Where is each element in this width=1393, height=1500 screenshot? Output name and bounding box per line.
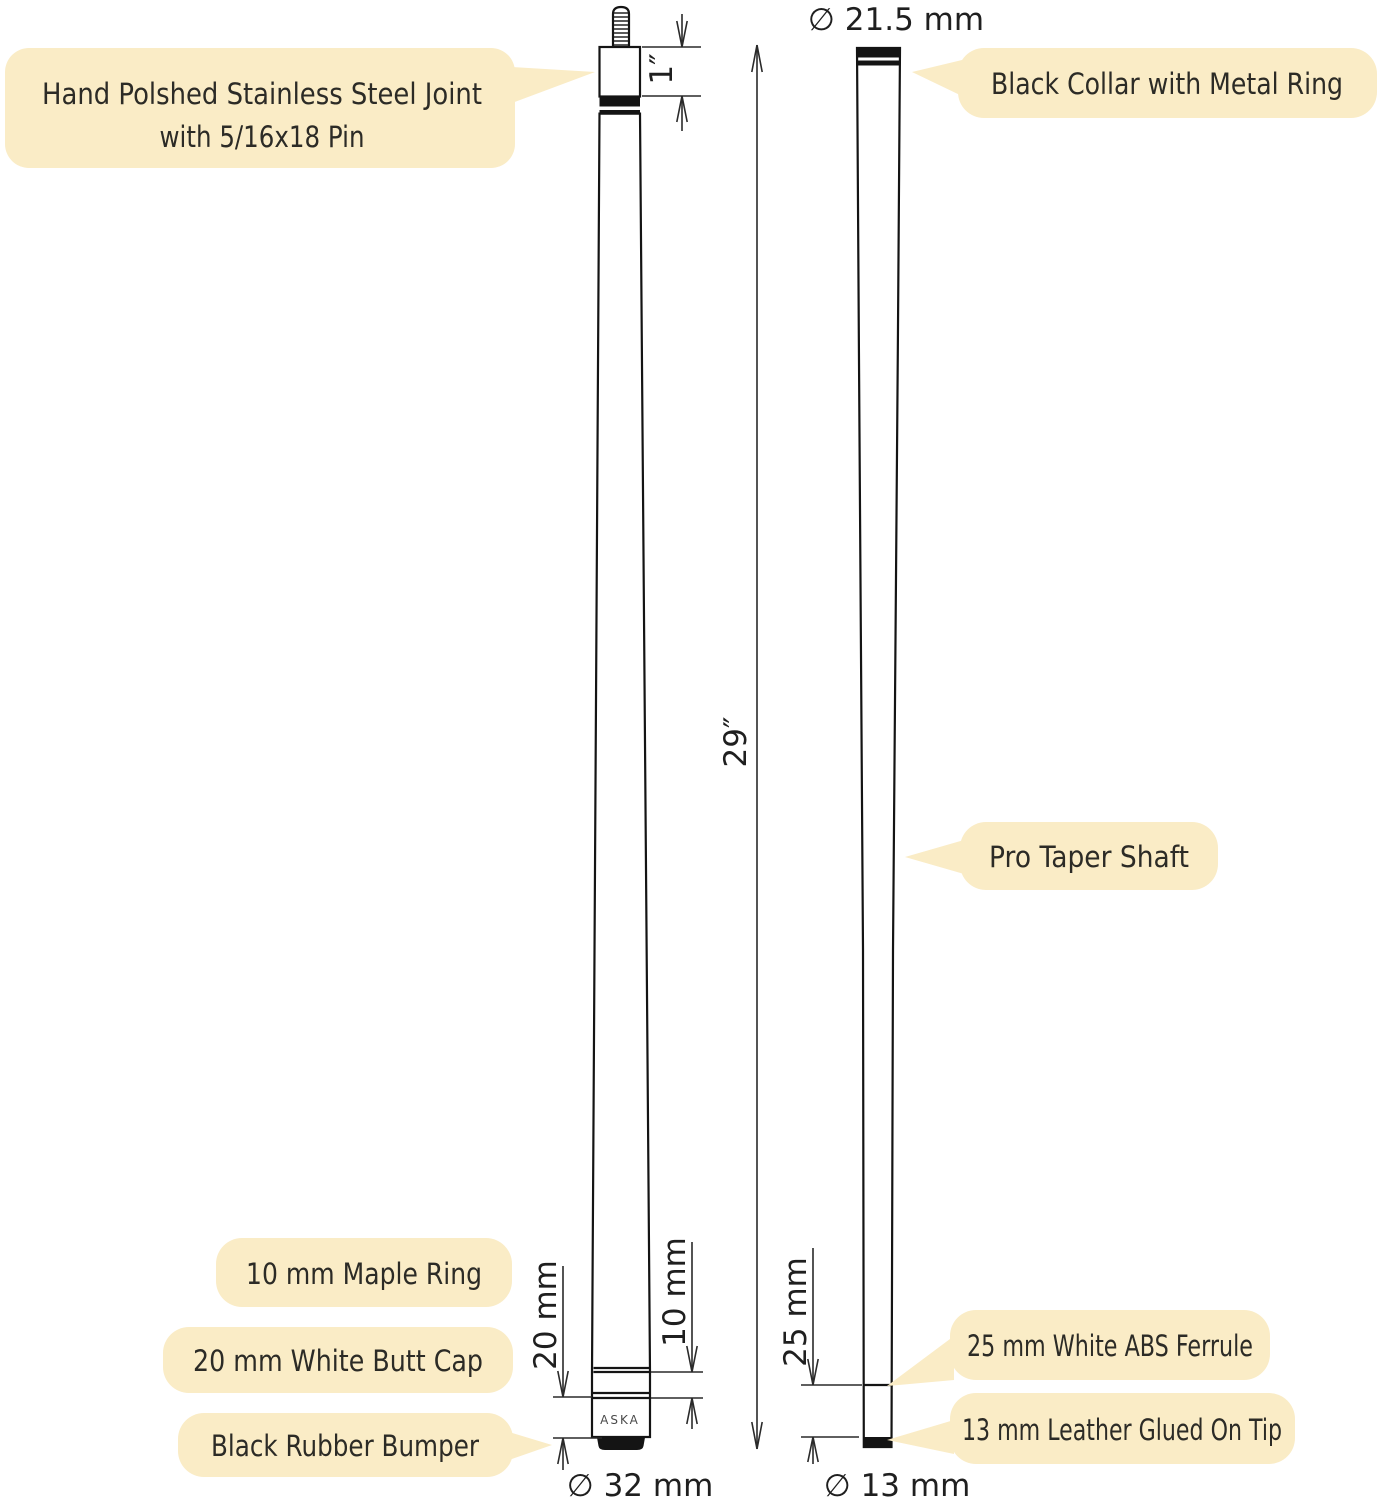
dim-shaft-length-label: 29″ [718,716,754,768]
dim-tip-diameter-label: ∅ 13 mm [823,1468,971,1500]
shaft-metal-ring-line [857,61,899,66]
callout-bumper-label: Black Rubber Bumper [211,1429,480,1463]
dim-ferrule [778,1248,862,1464]
butt-cap-brand: ASKA [600,1413,640,1427]
dim-maple-ring-label: 10 mm [657,1237,693,1347]
callout-collar-label: Black Collar with Metal Ring [991,67,1343,101]
callout-pro-taper-shaft-label: Pro Taper Shaft [989,840,1189,874]
dim-shaft-joint-diameter-label: ∅ 21.5 mm [807,2,985,38]
dim-butt-diameter-label: ∅ 32 mm [566,1468,714,1500]
callout-joint [5,48,595,168]
shaft-body [857,48,900,1447]
dim-shaft-length [718,45,762,1449]
callout-joint-label-line2: with 5/16x18 Pin [159,120,365,154]
dim-joint-length [642,14,701,131]
callout-joint-tail [512,67,595,103]
stainless-joint [600,47,641,97]
cue-shaft [857,48,900,1447]
leather-tip [865,1437,892,1447]
dim-ferrule-label: 25 mm [778,1257,814,1367]
callout-tip-tail [887,1420,954,1454]
callout-butt-cap-label: 20 mm White Butt Cap [193,1344,483,1378]
callout-butt-cap [163,1327,513,1393]
callout-collar [912,48,1377,118]
dim-maple-ring [651,1237,703,1429]
dim-butt-cap-label: 20 mm [528,1260,564,1370]
dim-joint-length-label: 1″ [644,53,680,85]
callout-ferrule-label: 25 mm White ABS Ferrule [967,1329,1253,1363]
rubber-bumper [597,1438,645,1451]
callout-joint-label-line1: Hand Polshed Stainless Steel Joint [42,77,482,111]
callout-pro-taper-shaft-tail [905,840,964,874]
callout-bumper [178,1413,552,1477]
callout-ferrule [887,1310,1270,1386]
butt-body [592,114,650,1437]
callout-tip [887,1393,1295,1464]
callout-tip-label: 13 mm Leather Glued On Tip [962,1413,1282,1447]
callout-pro-taper-shaft [905,822,1218,890]
dim-butt-cap [528,1260,602,1470]
cue-butt [592,7,650,1450]
callout-maple-ring-label: 10 mm Maple Ring [246,1257,482,1291]
shaft-black-collar [857,48,900,58]
callout-ferrule-tail [887,1336,954,1386]
callout-bumper-tail [509,1432,552,1460]
callout-maple-ring [216,1238,512,1307]
callout-collar-tail [912,60,962,96]
butt-black-band [600,97,641,107]
